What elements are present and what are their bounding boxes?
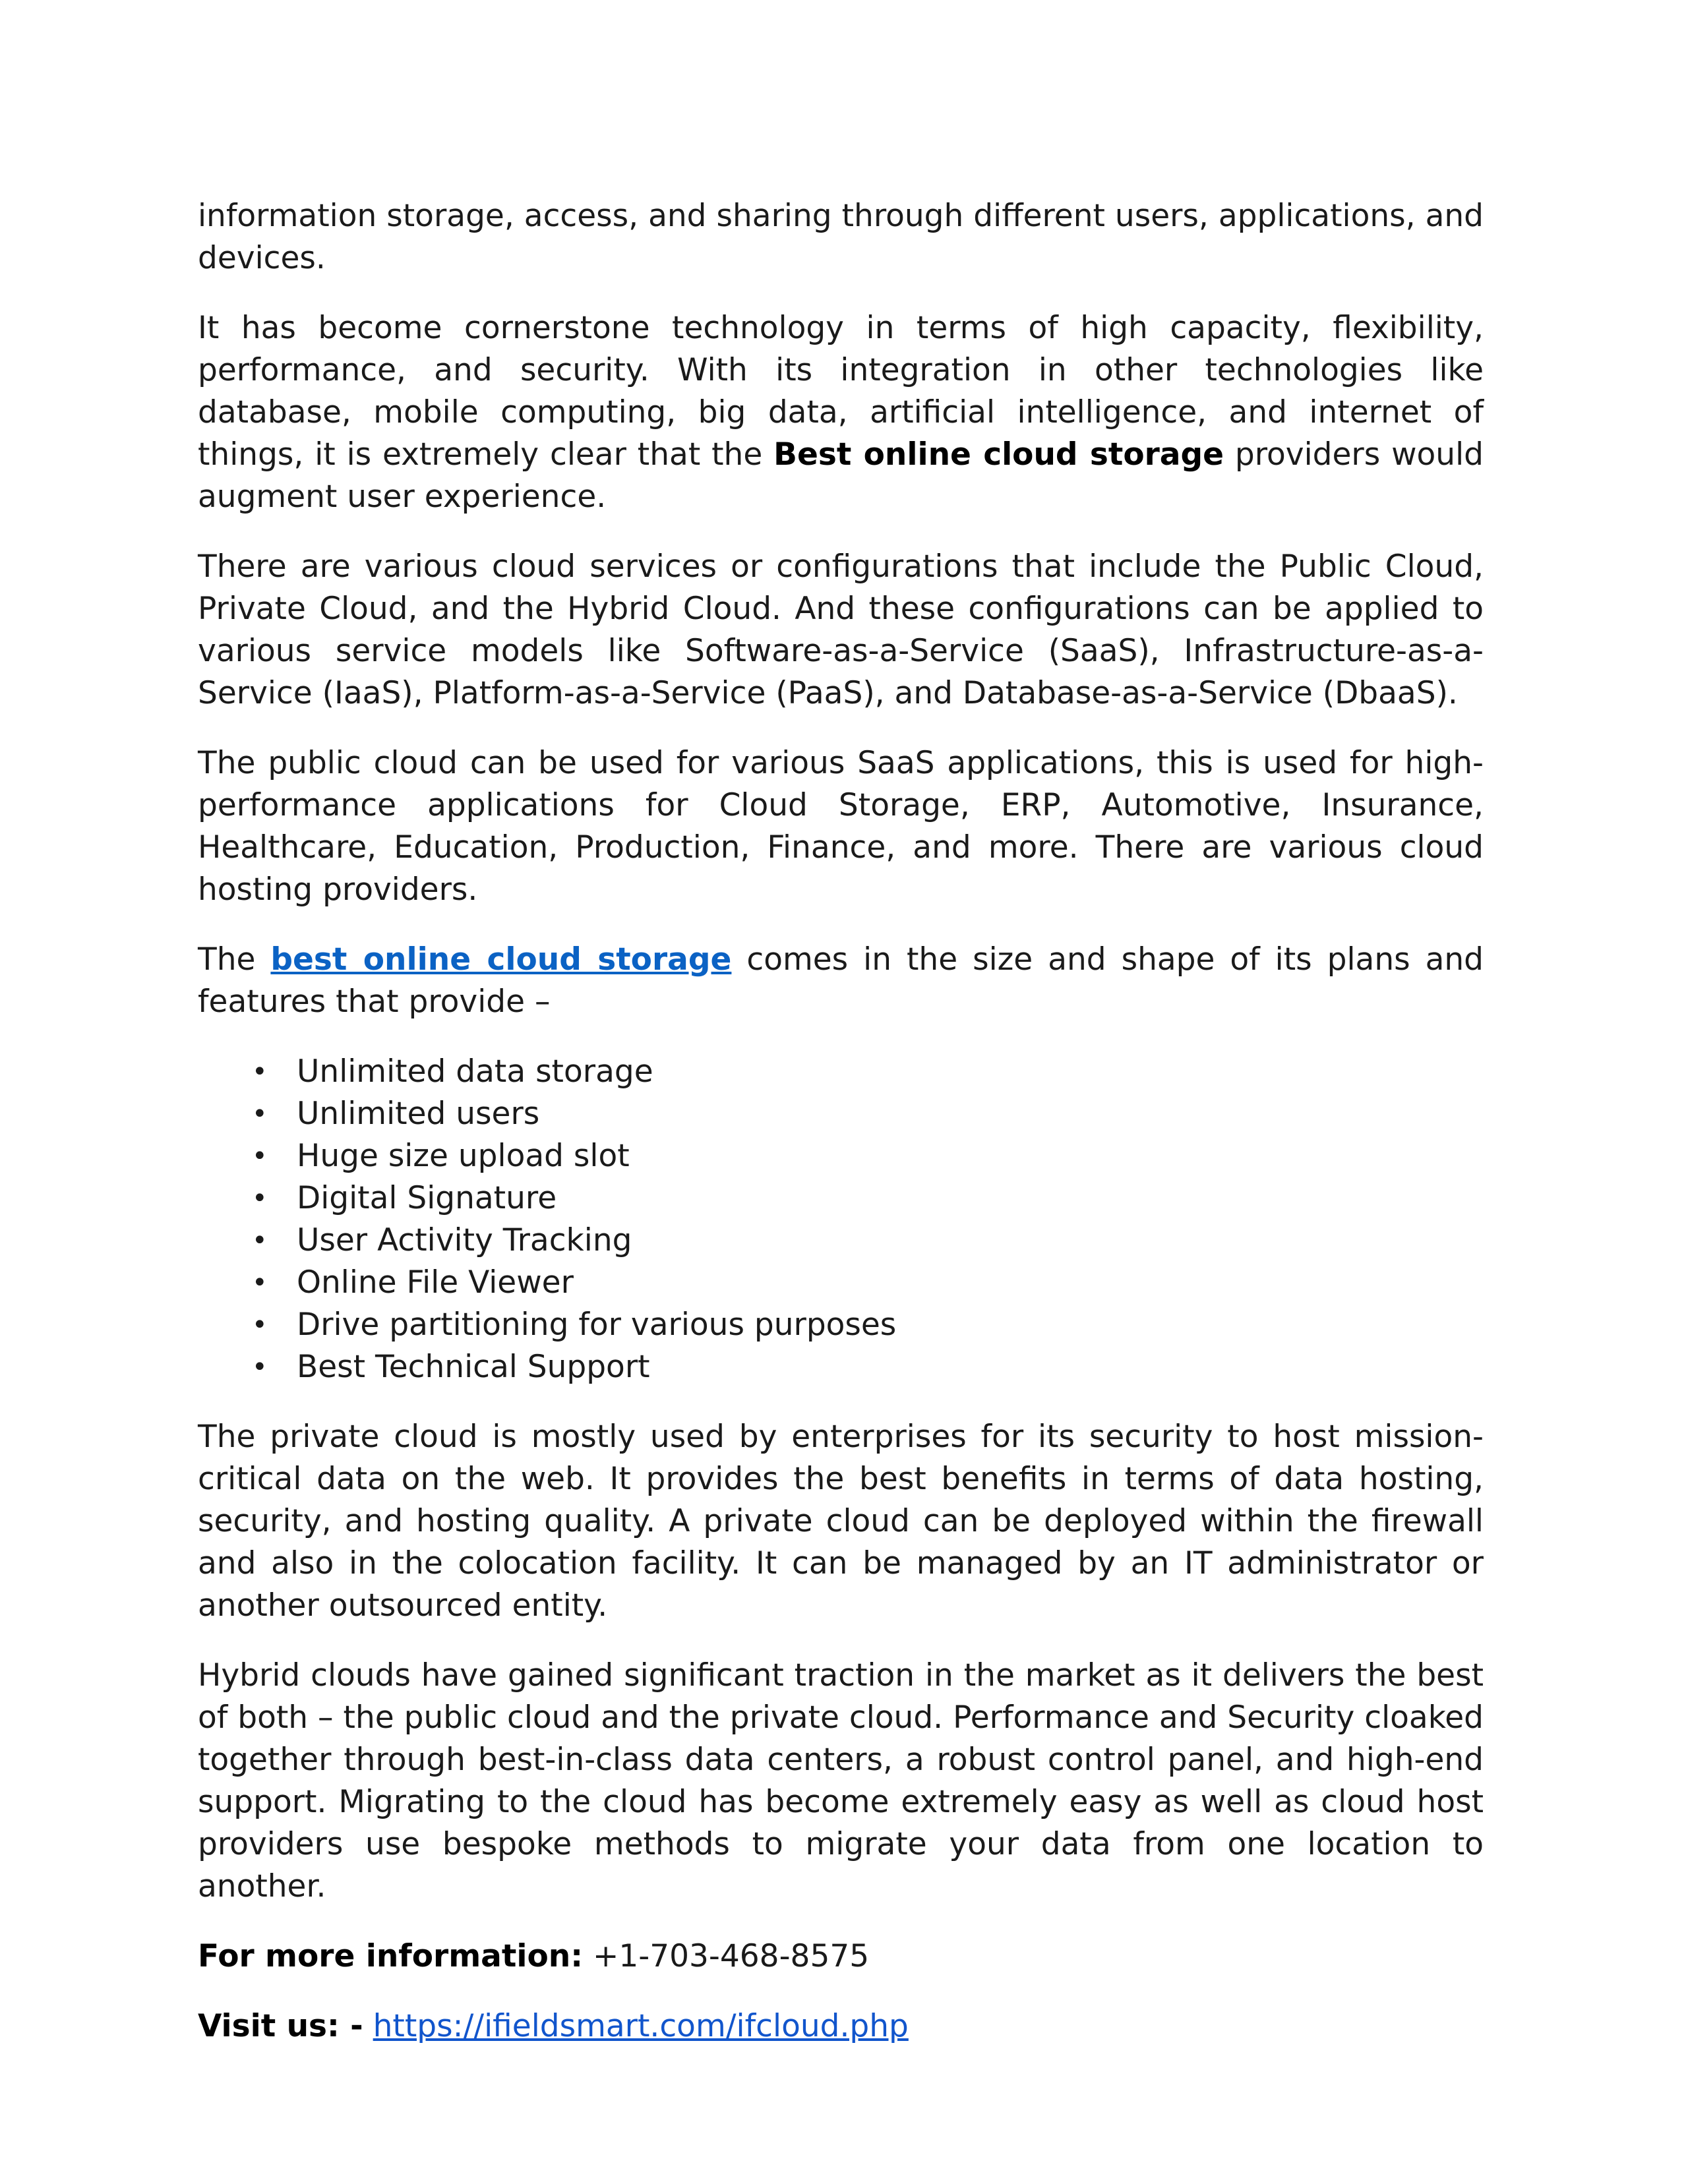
- paragraph-text: It has become cornerstone technology in terms of high capacity, flexibility, performance, and security. With its integration in other technologies like database, mobile computing, big data, artificial intelligence, and internet of things, it is extremely clear that the: [198, 310, 1484, 473]
- bullet-icon: •: [252, 1057, 268, 1087]
- visit-label: Visit us: -: [198, 2008, 363, 2044]
- list-item-label: Huge size upload slot: [297, 1138, 630, 1174]
- visit-info: [198, 2005, 1484, 2048]
- paragraph-text: The private cloud is mostly used by enterprises for its security to host mission-critical data on the web. It provides the best benefits in terms of data hosting, security, and hosting quality. A private cloud can be deployed within the firewall and also in the colocation facility. It can be managed by an IT administrator or another outsourced entity.: [198, 1419, 1484, 1624]
- paragraph-best-storage: [198, 939, 1484, 1023]
- paragraph-text: comes in the size and shape of its plans and features that provide –: [198, 941, 1484, 1020]
- bullet-icon: •: [252, 1352, 268, 1382]
- list-item-label: Best Technical Support: [297, 1349, 650, 1385]
- bullet-icon: •: [252, 1268, 268, 1298]
- bullet-icon: •: [252, 1310, 268, 1340]
- contact-phone: +1-703-468-8575: [583, 1938, 870, 1974]
- paragraph-hybrid-cloud: [198, 1655, 1484, 1908]
- list-item-label: Unlimited users: [297, 1096, 540, 1132]
- list-item: [252, 1093, 1484, 1135]
- paragraph-configurations: [198, 546, 1484, 715]
- list-item: [252, 1304, 1484, 1346]
- list-item-label: Digital Signature: [297, 1180, 557, 1216]
- paragraph-text: information storage, access, and sharing through different users, applications, and devices.: [198, 198, 1484, 276]
- list-item: [252, 1051, 1484, 1093]
- paragraph-storage-intro: [198, 195, 1484, 280]
- bullet-icon: •: [252, 1099, 268, 1129]
- bullet-icon: •: [252, 1183, 268, 1214]
- list-item-label: Unlimited data storage: [297, 1053, 653, 1090]
- list-item-label: Drive partitioning for various purposes: [297, 1307, 897, 1343]
- paragraph-text: The: [198, 941, 271, 978]
- paragraph-text: There are various cloud services or configurations that include the Public Cloud, Private Cloud, and the Hybrid Cloud. And these configurations can be applied to various service models like Software-as-a-Service (SaaS), Infrastructure-as-a-Service (IaaS), Platform-as-a-Service (PaaS), and Database-as-a-Service (DbaaS).: [198, 548, 1484, 711]
- contact-label: For more information:: [198, 1938, 584, 1974]
- list-item-label: User Activity Tracking: [297, 1222, 632, 1258]
- best-online-cloud-storage-link[interactable]: best online cloud storage: [270, 941, 732, 978]
- bullet-icon: •: [252, 1225, 268, 1256]
- paragraph-private-cloud: [198, 1416, 1484, 1627]
- paragraph-public-cloud: [198, 742, 1484, 911]
- list-item: [252, 1135, 1484, 1177]
- list-item: [252, 1177, 1484, 1220]
- paragraph-text: providers would augment user experience.: [198, 436, 1484, 515]
- paragraph-text: The public cloud can be used for various SaaS applications, this is used for high-performance applications for Cloud Storage, ERP, Automotive, Insurance, Healthcare, Education, Production, Finance, and more. There are various cloud hosting providers.: [198, 745, 1484, 908]
- features-list: [198, 1051, 1484, 1388]
- contact-info: [198, 1935, 1484, 1978]
- bullet-icon: •: [252, 1141, 268, 1171]
- paragraph-text: Hybrid clouds have gained significant traction in the market as it delivers the best of both – the public cloud and the private cloud. Performance and Security cloaked together through best-in-class data centers, a robust control panel, and high-end support. Migrating to the cloud has become extremely easy as well as cloud host providers use bespoke methods to migrate your data from one location to another.: [198, 1657, 1484, 1904]
- paragraph-cornerstone: [198, 307, 1484, 518]
- list-item: [252, 1346, 1484, 1388]
- list-item: [252, 1262, 1484, 1304]
- bold-phrase: Best online cloud storage: [773, 436, 1224, 473]
- list-item-label: Online File Viewer: [297, 1264, 574, 1301]
- website-link[interactable]: https://ifieldsmart.com/ifcloud.php: [373, 2008, 909, 2044]
- document-body: [198, 195, 1484, 2075]
- list-item: [252, 1220, 1484, 1262]
